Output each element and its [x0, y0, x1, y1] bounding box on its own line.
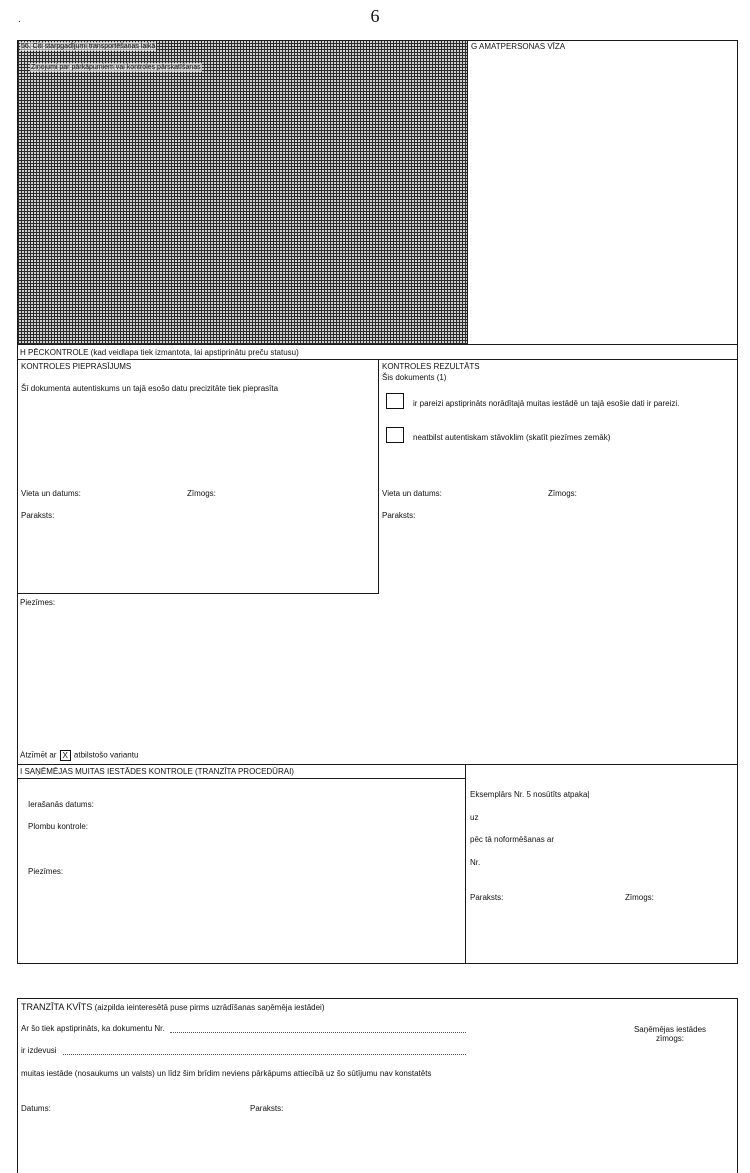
seal-check-label: Plombu kontrole:: [28, 822, 89, 831]
number-label: Nr.: [470, 858, 481, 867]
receipt-line1: Ar šo tiek apstiprināts, ka dokumentu Nr.: [21, 1024, 165, 1033]
result-title: KONTROLES REZULTĀTS: [382, 362, 480, 371]
receipt-stamp-label: Saņēmējas iestādes zīmogs:: [633, 1025, 707, 1043]
section-h-top-border: [17, 344, 738, 345]
section-f-line2: Ziņojumi par pārkāpumiem vai kontroles pārskatīšanas: [31, 64, 201, 71]
receipt-title-note: (aizpilda ieinteresētā puse pirms uzrādīšanas saņēmēja iestādei): [94, 1003, 325, 1012]
result-stamp-label: Zīmogs:: [548, 489, 577, 498]
result-mismatch-checkbox[interactable]: [386, 427, 404, 443]
section-i-title: I SAŅĒMĒJAS MUITAS IESTĀDES KONTROLE (TRANZĪTA PROCEDŪRAI): [20, 767, 294, 776]
result-place-date-label: Vieta un datums:: [382, 489, 442, 498]
result-correct-label: ir pareizi apstiprināts norādītajā muitas iestādē un tajā esošie dati ir pareizi.: [413, 399, 680, 408]
request-box-bottom: [17, 593, 379, 594]
section-i-notes-label: Piezīmes:: [28, 867, 64, 876]
form-border-bottom: [17, 963, 738, 964]
request-stamp-label: Zīmogs:: [187, 489, 216, 498]
after-label: pēc tā noformēšanas ar: [470, 835, 555, 844]
section-i-signature-label: Paraksts:: [470, 893, 504, 902]
section-h-title: H PĒCKONTROLE (kad veidlapa tiek izmantota, lai apstiprinātu preču statusu): [20, 348, 299, 357]
section-i-top-border: [17, 764, 738, 765]
section-i-stamp-label: Zīmogs:: [625, 893, 654, 902]
request-text: Šī dokumenta autentiskums un tajā esošo datu precizitāte tiek pieprasīta: [21, 384, 279, 393]
receipt-border-right: [737, 998, 738, 1173]
section-fg-divider: [467, 40, 468, 344]
footnote: [20, 750, 138, 761]
receipt-title: [21, 1002, 324, 1013]
request-title: KONTROLES PIEPRASĪJUMS: [21, 362, 132, 371]
receipt-line2: ir izdevusi: [21, 1046, 57, 1055]
result-signature-label: Paraksts:: [382, 511, 416, 520]
footnote-suffix: atbilstošo variantu: [73, 750, 139, 760]
receipt-title-text: TRANZĪTA KVĪTS: [21, 1002, 93, 1012]
arrival-date-label: Ierašanās datums:: [28, 800, 94, 809]
result-correct-checkbox[interactable]: [386, 393, 404, 409]
to-label: uz: [470, 813, 479, 822]
result-mismatch-label: neatbilst autentiskam stāvoklim (skatīt piezīmes zemāk): [413, 433, 611, 442]
request-signature-label: Paraksts:: [21, 511, 55, 520]
section-i-header-border: [17, 778, 466, 779]
x-mark-box: X: [60, 750, 71, 761]
receipt-signature-label: Paraksts:: [250, 1104, 284, 1113]
section-h-divider: [378, 359, 379, 593]
form-border-right: [737, 40, 738, 964]
receipt-line3: muitas iestāde (nosaukums un valsts) un līdz šim brīdim neviens pārkāpums attiecībā uz šo sūtījumu nav konstatēts: [21, 1069, 432, 1078]
section-i-divider: [465, 764, 466, 963]
notes-label: Piezīmes:: [20, 598, 56, 607]
footnote-prefix: Atzīmēt ar: [20, 750, 57, 760]
section-g-title: G AMATPERSONAS VĪZA: [471, 42, 566, 51]
receipt-date-label: Datums:: [21, 1104, 51, 1113]
result-subtitle: Šis dokuments (1): [382, 373, 447, 382]
receipt-border-top: [17, 998, 738, 999]
receipt-issuer-field[interactable]: [63, 1054, 466, 1055]
section-f-line1: 56. Citi starpgadījumi transportēšanas laikā: [21, 43, 156, 50]
receipt-border-left: [17, 998, 18, 1173]
corner-mark: .: [18, 14, 21, 25]
receipt-document-number-field[interactable]: [170, 1032, 466, 1033]
section-f-hatched-box: [18, 41, 467, 344]
copy-returned-label: Eksemplārs Nr. 5 nosūtīts atpakaļ: [470, 790, 590, 799]
page-number: 6: [370, 6, 380, 26]
request-place-date-label: Vieta un datums:: [21, 489, 81, 498]
